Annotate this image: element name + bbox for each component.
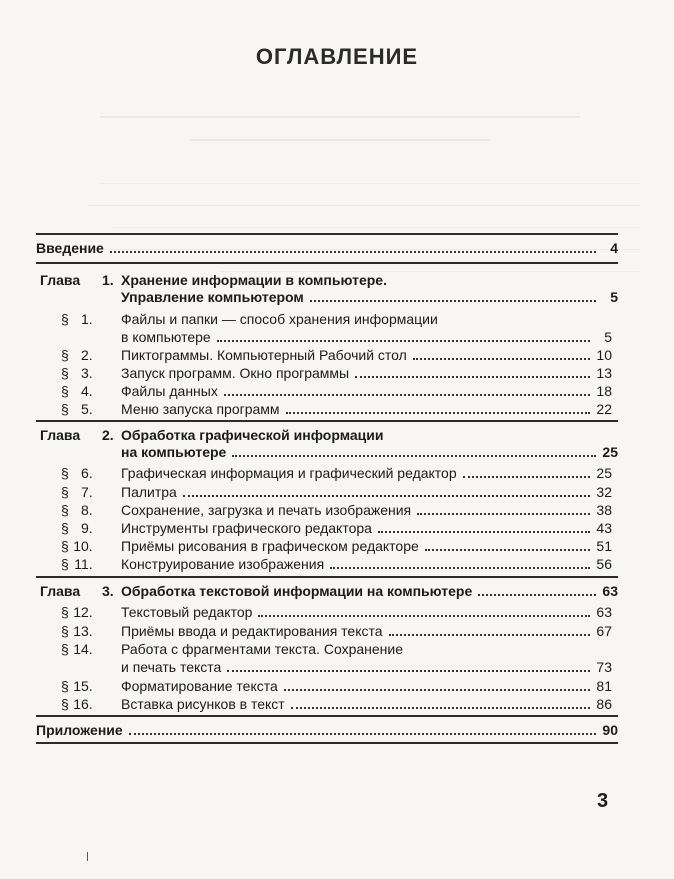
section-5-page: 22 [596,401,612,417]
section-3-page: 13 [596,365,612,381]
chapter-2-title-line-1[interactable]: Обработка графической информации [121,427,384,443]
section-number: § 13. [61,623,93,639]
toc-section-4[interactable] [121,382,612,400]
dot-leader [378,531,590,533]
dot-leader [291,707,590,709]
chapter-1-label: Глава [40,272,81,288]
intro-label: Введение [36,240,104,256]
section-number: § 7. [61,484,93,500]
dot-leader [425,549,590,551]
page-number: 3 [597,790,609,812]
chapter-2-title-entry[interactable] [121,443,618,461]
section-11-page: 56 [596,556,612,572]
chapter-2-page: 25 [602,444,618,460]
section-10-title: Приёмы рисования в графическом редакторе [121,538,419,554]
chapter-1-title-entry[interactable] [121,288,618,306]
section-12-title: Текстовый редактор [121,604,253,620]
section-14-title-line-2: и печать текста [121,659,222,675]
toc-section-16[interactable] [121,695,612,713]
section-number: § 10. [61,538,93,554]
toc-section-13[interactable] [121,622,612,640]
appendix-label: Приложение [36,722,123,738]
page-title: ОГЛАВЛЕНИЕ [255,44,419,69]
toc-section-10[interactable] [121,537,612,555]
chapter-3-title: Обработка текстовой информации на компьютере [121,583,473,599]
section-16-page: 86 [596,696,612,712]
section-6-page: 25 [596,465,612,481]
chapter-2-label: Глава [40,427,81,443]
section-number: § 2. [61,347,93,363]
section-number: § 15. [61,678,93,694]
chapter-1-title-line-2: Управление компьютером [121,289,304,305]
chapter-3-label: Глава [40,583,81,599]
toc-section-9[interactable] [121,519,612,537]
section-2-page: 10 [596,347,612,363]
section-number: § 12. [61,604,93,620]
section-16-title: Вставка рисунков в текст [121,696,285,712]
toc-section-6[interactable] [121,464,612,482]
section-3-title: Запуск программ. Окно программы [121,365,350,381]
section-9-title: Инструменты графического редактора [121,520,372,536]
chapter-1-page: 5 [610,289,618,305]
section-8-title: Сохранение, загрузка и печать изображения [121,502,412,518]
dot-leader [129,733,596,735]
section-7-page: 32 [596,484,612,500]
section-number: § 9. [61,520,93,536]
appendix-page: 90 [602,722,618,738]
divider [36,233,618,235]
toc-section-7[interactable] [121,483,612,501]
chapter-1-title-line-1[interactable]: Хранение информации в компьютере. [121,272,387,288]
section-1-title-line-2: в компьютере [121,329,211,345]
dot-leader [417,513,590,515]
toc-section-5[interactable] [121,400,612,418]
chapter-3-page: 63 [602,583,618,599]
section-number: § 8. [61,502,93,518]
section-15-page: 81 [596,678,612,694]
section-4-page: 18 [596,383,612,399]
section-number: § 14. [61,641,93,657]
section-5-title: Меню запуска программ [121,401,280,417]
intro-page: 4 [610,240,618,256]
dot-leader [413,358,590,360]
section-13-title: Приёмы ввода и редактирования текста [121,623,383,639]
section-8-page: 38 [596,502,612,518]
toc-section-1[interactable] [121,328,612,346]
section-11-title: Конструирование изображения [121,556,325,572]
section-number: § 5. [61,401,93,417]
section-9-page: 43 [596,520,612,536]
toc-section-8[interactable] [121,501,612,519]
toc-section-3[interactable] [121,364,612,382]
section-1-title-line-1[interactable]: Файлы и папки — способ хранения информации [121,311,438,327]
section-number: § 3. [61,365,93,381]
dot-leader [478,594,596,596]
chapter-2-number: 2. [102,427,114,443]
dot-leader [389,634,590,636]
section-4-title: Файлы данных [121,383,218,399]
section-number: § 1. [61,311,93,327]
toc-section-11[interactable] [121,555,612,573]
section-13-page: 67 [596,623,612,639]
toc-intro-entry[interactable] [36,239,618,257]
dot-leader [330,567,590,569]
toc-section-15[interactable] [121,677,612,695]
section-14-page: 73 [596,659,612,675]
section-7-title: Палитра [121,484,177,500]
dot-leader [286,412,590,414]
dot-leader [217,340,590,342]
toc-appendix-entry[interactable] [36,721,618,739]
chapter-2-title-line-2: на компьютере [121,444,227,460]
chapter-3-title-entry[interactable] [121,582,618,600]
section-number: § 6. [61,465,93,481]
section-6-title: Графическая информация и графический редактор [121,465,457,481]
divider [36,262,618,264]
dot-leader [224,394,590,396]
divider [36,420,618,422]
print-mark [87,852,88,861]
toc-section-12[interactable] [121,603,612,621]
divider [36,742,618,744]
section-12-page: 63 [596,604,612,620]
section-14-title-line-1[interactable]: Работа с фрагментами текста. Сохранение [121,641,404,657]
toc-section-2[interactable] [121,346,612,364]
section-15-title: Форматирование текста [121,678,278,694]
section-number: § 4. [61,383,93,399]
divider [36,576,618,578]
section-2-title: Пиктограммы. Компьютерный Рабочий стол [121,347,407,363]
dot-leader [183,495,590,497]
section-1-page: 5 [604,329,612,345]
dot-leader [284,689,590,691]
toc-section-14[interactable] [121,658,612,676]
chapter-3-number: 3. [102,583,114,599]
dot-leader [310,300,596,302]
dot-leader [355,376,590,378]
dot-leader [232,455,596,457]
dot-leader [463,476,590,478]
section-number: § 16. [61,696,93,712]
chapter-1-number: 1. [102,272,114,288]
dot-leader [110,251,596,253]
section-number: § 11. [61,556,93,572]
dot-leader [258,615,590,617]
divider [36,715,618,717]
dot-leader [227,670,590,672]
section-10-page: 51 [596,538,612,554]
